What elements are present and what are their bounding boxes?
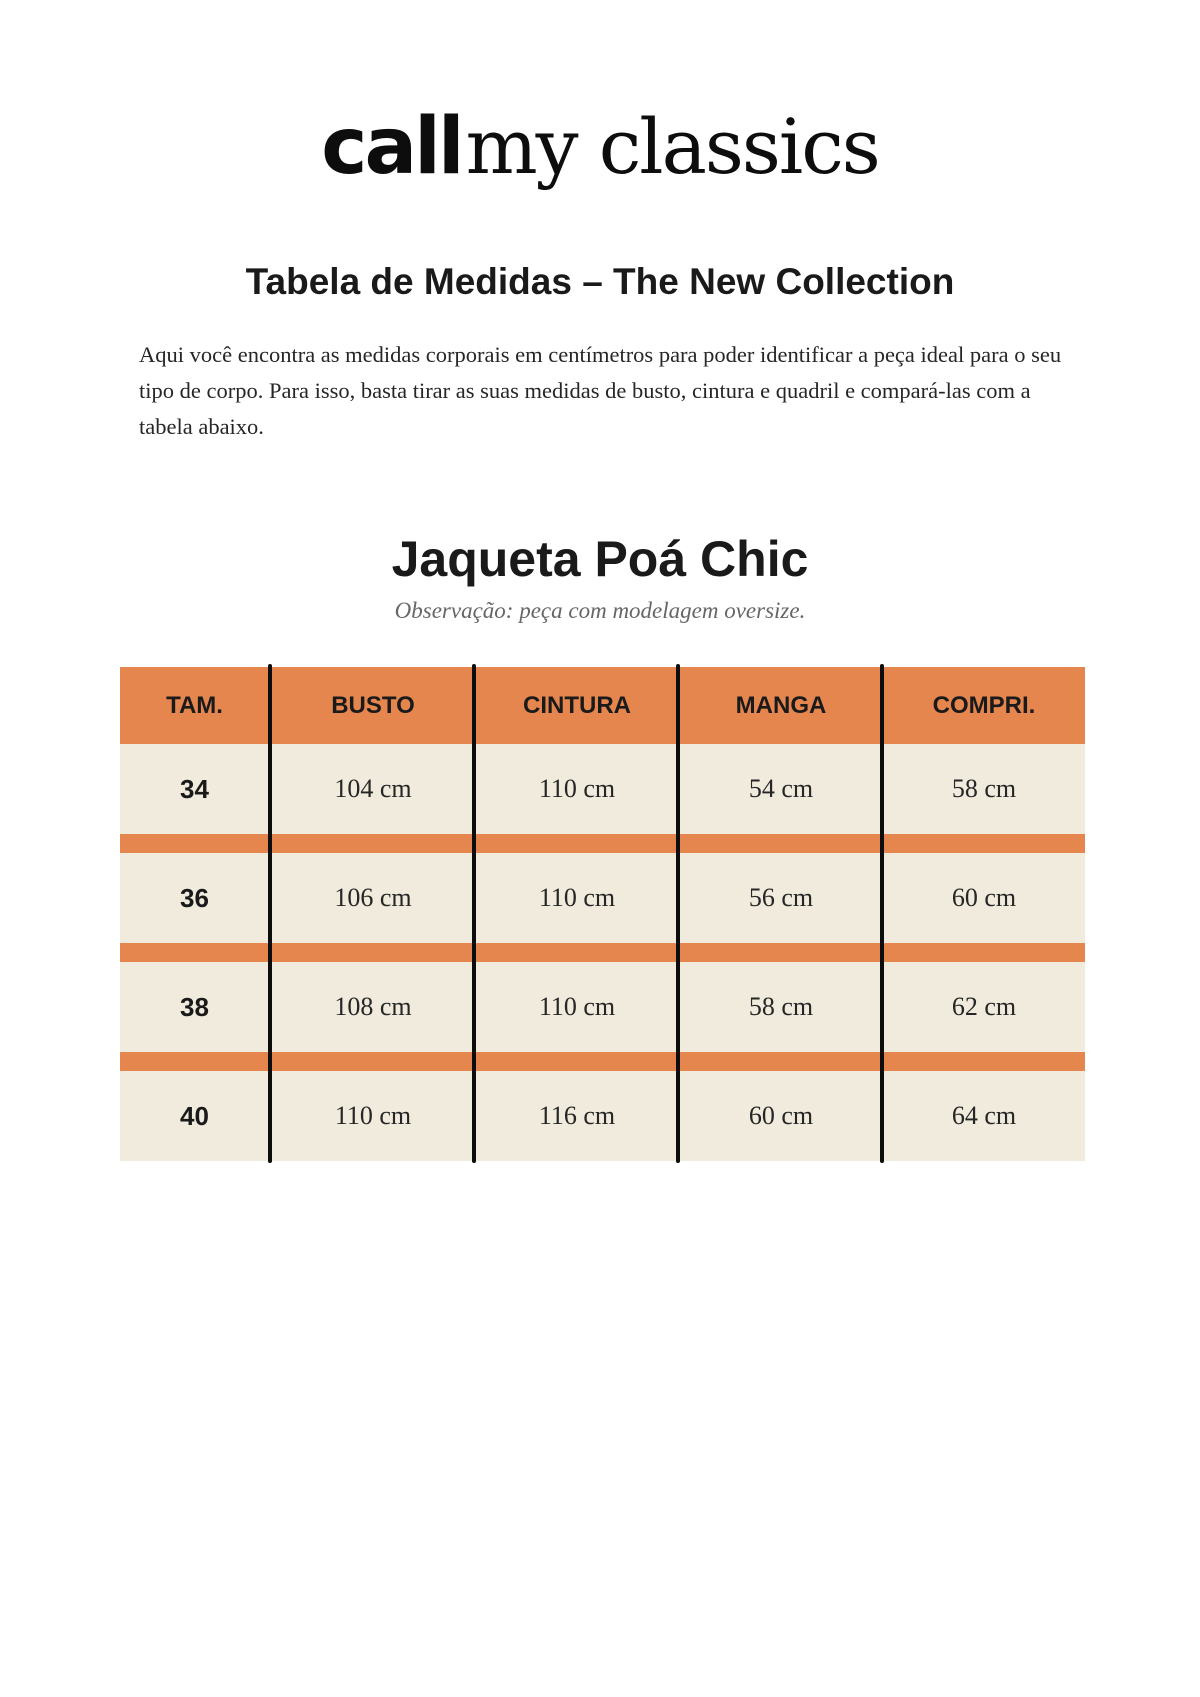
cell-waist: 110 cm	[538, 774, 616, 803]
header-cell-length: COMPRI.	[932, 691, 1036, 719]
cell-size: 36	[180, 882, 209, 913]
column-divider	[268, 664, 272, 1163]
table-header-row	[120, 667, 1085, 744]
cell-size: 40	[180, 1100, 209, 1131]
cell-bust: 106 cm	[334, 883, 412, 912]
size-table	[120, 667, 1085, 1160]
intro-paragraph: Aqui você encontra as medidas corporais em centímetros para poder identificar a peça ideal para o seu tipo de corpo. Para isso, basta tirar as suas medidas de busto, cintura e quadril e compará-las com a tabela abaixo.	[139, 342, 1062, 439]
row-separator	[120, 943, 1085, 962]
cell-waist: 110 cm	[538, 883, 616, 912]
cell-bust: 104 cm	[334, 774, 412, 803]
cell-size: 38	[180, 991, 209, 1022]
header-cell-size: TAM.	[166, 691, 223, 719]
page-title: Tabela de Medidas – The New Collection	[245, 261, 955, 302]
column-divider	[472, 664, 476, 1163]
cell-length: 58 cm	[951, 774, 1017, 803]
table-row	[120, 744, 1085, 834]
header-cell-waist: CINTURA	[523, 691, 631, 719]
header-cell-bust: BUSTO	[331, 691, 415, 719]
row-separator	[120, 834, 1085, 853]
cell-waist: 116 cm	[538, 1101, 616, 1130]
cell-length: 60 cm	[951, 883, 1017, 912]
cell-sleeve: 58 cm	[748, 992, 814, 1021]
cell-length: 64 cm	[951, 1101, 1017, 1130]
column-divider	[880, 664, 884, 1163]
cell-waist: 110 cm	[538, 992, 616, 1021]
cell-bust: 108 cm	[334, 992, 412, 1021]
logo-serif-words: my classics	[465, 102, 879, 191]
cell-sleeve: 56 cm	[748, 883, 814, 912]
cell-bust: 110 cm	[334, 1101, 412, 1130]
product-note: Observação: peça com modelagem oversize.	[394, 598, 806, 623]
header-cell-sleeve: MANGA	[735, 691, 827, 719]
table-row	[120, 962, 1085, 1052]
cell-size: 34	[180, 773, 209, 804]
table-row	[120, 853, 1085, 943]
row-separator	[120, 1052, 1085, 1071]
cell-length: 62 cm	[951, 992, 1017, 1021]
column-divider	[676, 664, 680, 1163]
product-title: Jaqueta Poá Chic	[391, 531, 809, 587]
cell-sleeve: 60 cm	[748, 1101, 814, 1130]
table-row	[120, 1071, 1085, 1161]
cell-sleeve: 54 cm	[748, 774, 814, 803]
brand-logo	[0, 102, 1200, 192]
logo-bold-word: call	[321, 102, 462, 192]
